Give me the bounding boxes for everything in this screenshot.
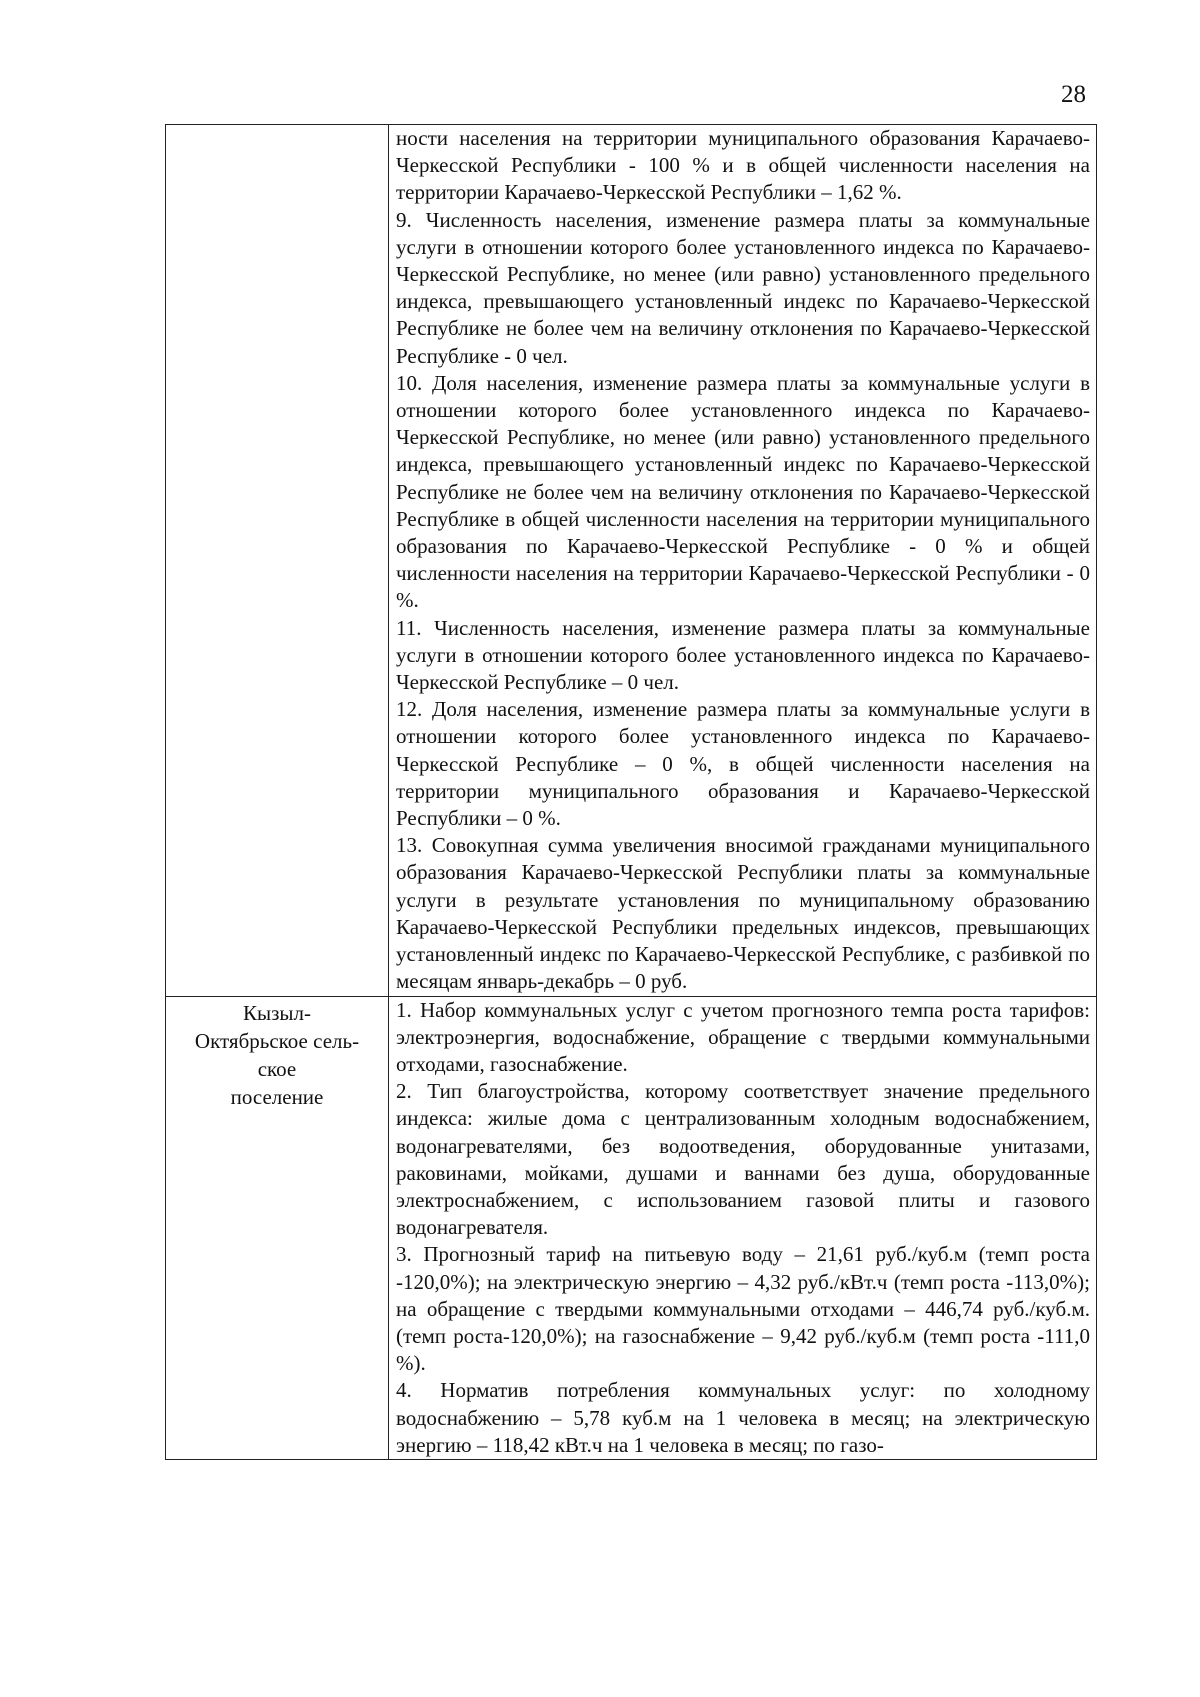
settlement-name — [166, 997, 388, 1111]
page-number: 28 — [1061, 81, 1086, 108]
settlement-cell — [166, 996, 389, 1459]
table-row — [166, 125, 1097, 997]
settlement-name-line: Октябрьское сель- — [194, 1028, 360, 1053]
paragraph: 9. Численность населения, изменение размера платы за коммунальные услуги в отношении которого более установленного индекса по Карачаево-Черкесской Республике, но менее (или равно) установленного предельного индекса, превышающего установленный индекс по Карачаево-Черкесской Республике не более чем на величину отклонения по Карачаево-Черкесской Республике - 0 чел. — [396, 207, 1090, 368]
paragraph: 2. Тип благоустройства, которому соответствует значение предельного индекса: жилые дома с централизованным холодным водоснабжением, водонагревателями, без водоотведения, оборудованные унитазами, раковинами, мойками, душами и ваннами без душа, оборудованные электроснабжением, с использованием газовой плиты и газового водонагревателя. — [396, 1079, 1090, 1240]
paragraph: 1. Набор коммунальных услуг с учетом прогнозного темпа роста тарифов: электроэнергия, водоснабжение, обращение с твердыми коммунальными отходами, газоснабжение. — [396, 997, 1090, 1076]
paragraph: 4. Норматив потребления коммунальных услуг: по холодному водоснабжению – 5,78 куб.м на 1 человека в месяц; на электрическую энергию – 118,42 кВт.ч на 1 человека в месяц; по газо- — [396, 1378, 1090, 1457]
table-row — [166, 996, 1097, 1459]
paragraph: 10. Доля населения, изменение размера платы за коммунальные услуги в отношении которого более установленного индекса по Карачаево-Черкесской Республике, но менее (или равно) установленного предельного индекса, превышающего установленный индекс по Карачаево-Черкесской Республике не более чем на величину отклонения по Карачаево-Черкесской Республике в общей численности населения на территории муниципального образования по Карачаево-Черкесской Республике - 0 % и общей численности населения на территории Карачаево-Черкесской Республики - 0 %. — [396, 370, 1090, 613]
settlement-name-line: ское — [257, 1056, 297, 1081]
settlement-cell — [166, 125, 389, 997]
settlement-name-line: Кызыл- — [243, 1000, 311, 1025]
description-cell — [389, 125, 1097, 997]
paragraph: 3. Прогнозный тариф на питьевую воду – 21,61 руб./куб.м (темп роста -120,0%); на электрическую энергию – 4,32 руб./кВт.ч (темп роста -113,0%); на обращение с твердыми коммунальными отходами – 446,74 руб./куб.м. (темп роста-120,0%); на газоснабжение – 9,42 руб./куб.м (темп роста -111,0 %). — [396, 1242, 1090, 1376]
paragraph: 13. Совокупная сумма увеличения вносимой гражданами муниципального образования Карачаево-Черкесской Республики платы за коммунальные услуги в результате установления по муниципальному образованию Карачаево-Черкесской Республики предельных индексов, превышающих установленный индекс по Карачаево-Черкесской Республике, с разбивкой по месяцам январь-декабрь – 0 руб. — [396, 833, 1090, 994]
paragraph: 12. Доля населения, изменение размера платы за коммунальные услуги в отношении которого более установленного индекса по Карачаево-Черкесской Республике – 0 %, в общей численности населения на территории муниципального образования и Карачаево-Черкесской Республики – 0 %. — [396, 697, 1090, 831]
indices-table — [165, 124, 1097, 1460]
description-cell — [389, 996, 1097, 1459]
settlement-name-line: поселение — [230, 1084, 324, 1109]
paragraph: ности населения на территории муниципального образования Карачаево-Черкесской Республики - 100 % и в общей численности населения на территории Карачаево-Черкесской Республики – 1,62 %. — [396, 126, 1090, 205]
paragraph: 11. Численность населения, изменение размера платы за коммунальные услуги в отношении которого более установленного индекса по Карачаево-Черкесской Республике – 0 чел. — [396, 615, 1090, 695]
